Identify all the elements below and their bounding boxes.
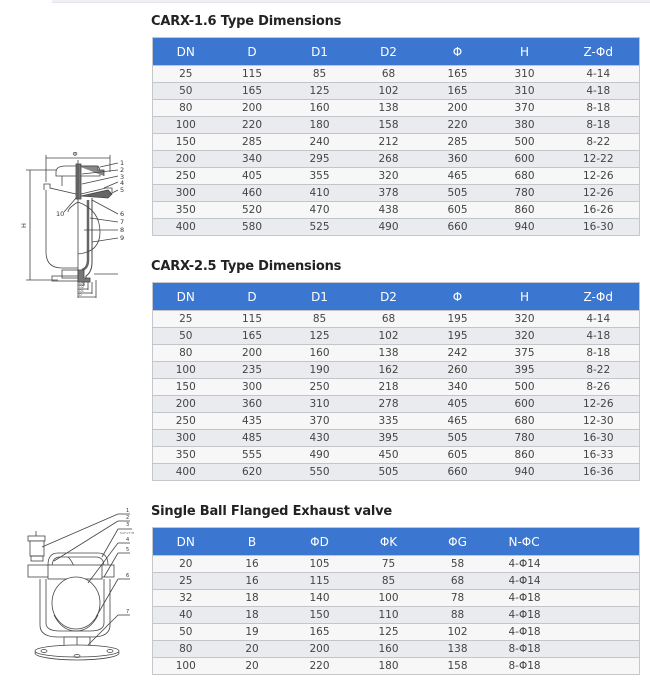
part-number-label: 4 [120,179,125,187]
table-row [153,413,640,430]
part-number-label: 2 [120,166,125,174]
table-cell: 12-22 [558,151,640,168]
table-cell: 20 [219,641,286,658]
table-cell: 505 [354,464,424,481]
table-cell: 158 [424,658,492,675]
table-cell: 460 [219,185,286,202]
table-cell: 25 [153,311,219,328]
table-row [153,379,640,396]
table-cell: 235 [219,362,286,379]
table-cell: 100 [153,362,219,379]
table-cell: 40 [153,607,219,624]
table-cell: 4-Φ18 [492,607,558,624]
table-cell [558,624,640,641]
table-row [153,556,640,573]
table-cell: 8-22 [558,362,640,379]
table-cell: 138 [354,100,424,117]
column-header: DN [153,283,219,311]
table-cell: 465 [424,413,492,430]
table-cell: 438 [354,202,424,219]
table-cell: 16-30 [558,430,640,447]
column-header: Φ [424,38,492,66]
table-cell: 85 [354,573,424,590]
table-cell: 140 [286,590,354,607]
table-row [153,219,640,236]
table-cell: 125 [286,328,354,345]
table-cell: 12-26 [558,185,640,202]
table-cell: 16-26 [558,202,640,219]
table-cell: 350 [153,202,219,219]
table-row [153,66,640,83]
table-cell: 78 [424,590,492,607]
table-cell: 285 [424,134,492,151]
table-cell: 375 [492,345,558,362]
table-cell: 12-26 [558,396,640,413]
table-cell: 165 [219,83,286,100]
table-cell: 220 [424,117,492,134]
column-header: Z-Φd [558,38,640,66]
part-number-label: 6 [126,573,130,579]
section-title-single-ball: Single Ball Flanged Exhaust valve [151,504,393,519]
table-header-row [153,38,640,66]
column-header: H [492,38,558,66]
table-cell: 450 [354,447,424,464]
table-cell: 115 [219,311,286,328]
table-cell: 150 [153,134,219,151]
table-cell: 500 [492,379,558,396]
carx-valve-cross-section-diagram [18,152,136,300]
d1-dimension-label: D1 [79,289,84,293]
table-cell: 335 [354,413,424,430]
table-cell: 8-18 [558,100,640,117]
column-header: D2 [354,283,424,311]
table-cell: 19 [219,624,286,641]
table-cell: 218 [354,379,424,396]
table-cell: 20 [153,556,219,573]
table-cell: 32 [153,590,219,607]
d2-dimension-label: D2 [79,285,84,289]
table-cell: 430 [286,430,354,447]
table-cell: 660 [424,464,492,481]
table-cell: 16 [219,573,286,590]
table-cell: 100 [153,117,219,134]
table-cell: 240 [286,134,354,151]
table-row [153,134,640,151]
table-cell: 940 [492,219,558,236]
table-cell: 75 [354,556,424,573]
table-cell: 85 [286,66,354,83]
table-cell: 200 [219,100,286,117]
single-ball-valve-diagram [18,505,136,665]
table-row [153,590,640,607]
part-number-label: 3 [126,522,130,528]
table-cell: 310 [286,396,354,413]
top-divider [52,0,650,3]
part-number-label: 10 [56,210,65,218]
table-cell: 85 [286,311,354,328]
table-cell: 380 [492,117,558,134]
table-cell: 940 [492,464,558,481]
table-row [153,117,640,134]
table-cell: 4-Φ14 [492,556,558,573]
table-cell [558,658,640,675]
table-cell: 50 [153,328,219,345]
table-row [153,185,640,202]
table-cell: 370 [492,100,558,117]
table-cell: 505 [424,185,492,202]
table-cell: 4-Φ18 [492,590,558,607]
table-cell: 300 [219,379,286,396]
table-cell: 12-26 [558,168,640,185]
table-header-row [153,283,640,311]
table-cell: 310 [492,83,558,100]
table-cell: 410 [286,185,354,202]
table-cell [558,573,640,590]
table-cell: 18 [219,607,286,624]
table-cell: 125 [286,83,354,100]
table-cell: 180 [354,658,424,675]
table-cell: 115 [219,66,286,83]
table-cell [558,607,640,624]
table-cell: 4-14 [558,311,640,328]
table-cell: 115 [286,573,354,590]
table-cell: 165 [286,624,354,641]
table-cell: 4-18 [558,83,640,100]
table-cell: 200 [153,151,219,168]
column-header: D1 [286,283,354,311]
table-cell: 150 [286,607,354,624]
table-cell: 16-36 [558,464,640,481]
table-cell: 160 [354,641,424,658]
table-cell: 16-33 [558,447,640,464]
single-ball-valve-table [152,527,640,675]
column-header: D [219,283,286,311]
table-cell: 158 [354,117,424,134]
table-header-row [153,528,640,556]
table-cell: 310 [492,66,558,83]
table-cell: 220 [286,658,354,675]
table-cell: 102 [354,83,424,100]
part-number-label: 5 [126,547,130,553]
table-cell [558,641,640,658]
table-row [153,624,640,641]
part-number-label: 5 [120,186,125,194]
part-number-label: 6 [120,210,125,218]
table-cell: 320 [492,328,558,345]
column-header: B [219,528,286,556]
table-cell: 100 [153,658,219,675]
column-header: D [219,38,286,66]
table-cell: 160 [286,100,354,117]
table-cell: 25 [153,66,219,83]
column-header: ΦG [424,528,492,556]
column-header: Φ [424,283,492,311]
table-cell: 340 [424,379,492,396]
table-cell: 138 [354,345,424,362]
table-row [153,328,640,345]
table-cell: 8-Φ18 [492,658,558,675]
table-cell: 780 [492,185,558,202]
table-cell: 180 [286,117,354,134]
table-cell: 780 [492,430,558,447]
table-cell: 80 [153,345,219,362]
table-cell: 50 [153,624,219,641]
table-cell [558,590,640,607]
column-header: D2 [354,38,424,66]
table-cell: 68 [354,66,424,83]
table-cell: 125 [354,624,424,641]
table-cell: 200 [424,100,492,117]
part-number-label: 7 [120,218,125,226]
table-cell: 405 [424,396,492,413]
table-cell: 860 [492,202,558,219]
table-cell: 8-Φ18 [492,641,558,658]
carx-16-dimensions-table [152,37,640,236]
table-cell: 102 [424,624,492,641]
table-cell: 435 [219,413,286,430]
table-row [153,447,640,464]
table-cell: 102 [354,328,424,345]
h-dimension-label: H [20,223,28,228]
section-title-carx-25: CARX-2.5 Type Dimensions [151,259,342,274]
table-cell: 4-Φ14 [492,573,558,590]
table-cell: 285 [219,134,286,151]
table-row [153,464,640,481]
table-row [153,311,640,328]
part-number-label: 1 [126,508,130,514]
phi-dimension-label: Φ [72,152,78,158]
table-cell: 278 [354,396,424,413]
table-cell: 320 [492,311,558,328]
table-row [153,362,640,379]
table-cell: 80 [153,641,219,658]
table-cell: 8-26 [558,379,640,396]
dn-dimension-label: DN [79,281,85,285]
carx-25-dimensions-table [152,282,640,481]
table-cell: 550 [286,464,354,481]
column-header: ΦK [354,528,424,556]
table-cell: 680 [492,413,558,430]
table-cell: 80 [153,100,219,117]
table-cell: 100 [354,590,424,607]
table-row [153,83,640,100]
table-cell: 165 [424,83,492,100]
part-number-label: 3 [120,173,125,181]
table-cell: 200 [219,345,286,362]
table-cell: 195 [424,311,492,328]
table-cell: 50 [153,83,219,100]
table-cell: 105 [286,556,354,573]
table-cell: 25 [153,573,219,590]
table-cell: 600 [492,151,558,168]
table-cell: 520 [219,202,286,219]
section-title-carx-16: CARX-1.6 Type Dimensions [151,14,342,29]
table-cell: 370 [286,413,354,430]
table-cell: 16 [219,556,286,573]
table-cell: 68 [424,573,492,590]
table-cell: 58 [424,556,492,573]
column-header: N-ΦC [492,528,558,556]
table-cell: 220 [219,117,286,134]
table-cell: 138 [424,641,492,658]
table-cell: 12-30 [558,413,640,430]
column-header: DN [153,528,219,556]
table-cell: 620 [219,464,286,481]
table-cell: 470 [286,202,354,219]
table-cell: 300 [153,430,219,447]
table-row [153,168,640,185]
table-cell: 400 [153,464,219,481]
table-cell: 268 [354,151,424,168]
table-cell: 500 [492,134,558,151]
table-cell: 605 [424,447,492,464]
table-row [153,100,640,117]
table-cell: 18 [219,590,286,607]
table-cell: 405 [219,168,286,185]
table-cell: 505 [424,430,492,447]
table-row [153,607,640,624]
table-row [153,573,640,590]
table-cell: 378 [354,185,424,202]
table-cell: 250 [286,379,354,396]
part-number-label: 7 [126,609,130,615]
d-dimension-label: D [79,293,82,297]
table-cell: 8-22 [558,134,640,151]
table-cell: 300 [153,185,219,202]
column-header: H [492,283,558,311]
table-cell: 4-14 [558,66,640,83]
part-number-label: 9 [120,234,125,242]
table-cell: 525 [286,219,354,236]
table-cell: 660 [424,219,492,236]
table-cell: 20 [219,658,286,675]
table-cell: 4-18 [558,328,640,345]
table-cell: 680 [492,168,558,185]
table-cell: 360 [219,396,286,413]
table-cell: 162 [354,362,424,379]
table-cell: 8-18 [558,345,640,362]
table-cell: 400 [153,219,219,236]
table-cell: 395 [354,430,424,447]
table-cell: 242 [424,345,492,362]
table-cell: 16-30 [558,219,640,236]
table-row [153,345,640,362]
table-row [153,658,640,675]
column-header [558,528,640,556]
table-cell: 8-18 [558,117,640,134]
table-cell: 465 [424,168,492,185]
table-row [153,641,640,658]
table-row [153,396,640,413]
part-number-label: 8 [120,226,125,234]
table-cell: 195 [424,328,492,345]
table-row [153,151,640,168]
part-number-label: 1 [120,159,125,167]
table-row [153,202,640,219]
table-cell: 110 [354,607,424,624]
table-cell: 340 [219,151,286,168]
column-header: ΦD [286,528,354,556]
table-row [153,430,640,447]
table-cell: 555 [219,447,286,464]
part-number-label: 4 [126,537,130,543]
table-cell: 260 [424,362,492,379]
table-cell: 295 [286,151,354,168]
table-cell: 360 [424,151,492,168]
table-cell: 190 [286,362,354,379]
table-cell: 200 [286,641,354,658]
table-cell: 200 [153,396,219,413]
table-cell: 250 [153,413,219,430]
table-cell: 605 [424,202,492,219]
table-cell: 490 [286,447,354,464]
table-cell: 250 [153,168,219,185]
table-cell: 68 [354,311,424,328]
column-header: DN [153,38,219,66]
table-cell: 212 [354,134,424,151]
table-cell: 320 [354,168,424,185]
table-cell: 150 [153,379,219,396]
table-cell: 600 [492,396,558,413]
table-cell: 88 [424,607,492,624]
part-number-label: 2 [126,515,130,521]
table-cell: 860 [492,447,558,464]
table-cell: 490 [354,219,424,236]
table-cell: 165 [424,66,492,83]
table-cell [558,556,640,573]
table-cell: 355 [286,168,354,185]
table-cell: 395 [492,362,558,379]
table-cell: 160 [286,345,354,362]
spec-note-label: S×F×T M [120,531,135,535]
table-cell: 580 [219,219,286,236]
table-cell: 4-Φ18 [492,624,558,641]
column-header: D1 [286,38,354,66]
table-cell: 350 [153,447,219,464]
column-header: Z-Φd [558,283,640,311]
table-cell: 485 [219,430,286,447]
table-cell: 165 [219,328,286,345]
